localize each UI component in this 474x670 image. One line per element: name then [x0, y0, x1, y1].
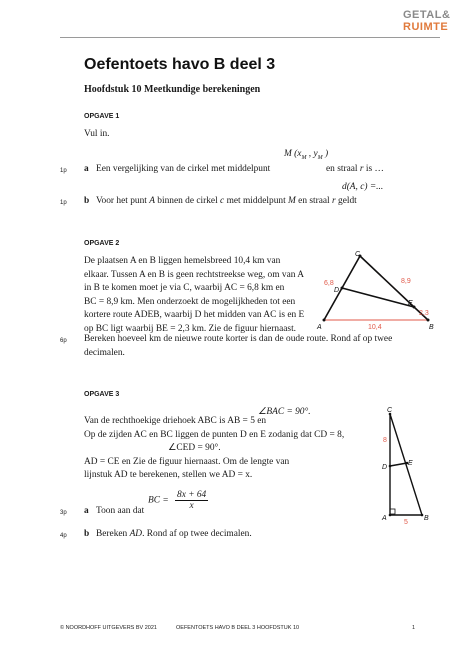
formula-denominator: x: [189, 501, 194, 511]
points-1b: 1p: [60, 200, 67, 206]
item-3a-label: a: [84, 506, 89, 516]
footer-page-number: 1: [412, 625, 416, 631]
opgave-1-heading: OPGAVE 1: [84, 113, 120, 120]
label-a-3: A: [382, 515, 387, 522]
distance-formula: d(A, c) =...: [342, 182, 384, 192]
formula-fraction: [175, 490, 208, 511]
triangle-figure-3: [380, 406, 434, 526]
label-c: C: [355, 251, 361, 258]
angle-bac: ∠BAC = 90°.: [258, 407, 311, 417]
item-3b-label: b: [84, 529, 90, 539]
label-a: A: [317, 324, 322, 331]
right-angle-a: [390, 509, 395, 514]
label-e: E: [408, 300, 413, 307]
label-c-3: C: [387, 407, 393, 414]
formula-bc: [148, 490, 208, 511]
points-2: 6p: [60, 338, 67, 344]
opgave-3-line: lijnstuk AD te berekenen, stellen we AD = x.: [84, 470, 253, 481]
opgave-2-heading: OPGAVE 2: [84, 240, 120, 247]
label-b: B: [429, 324, 434, 331]
opgave-2-question-line: decimalen.: [84, 347, 125, 358]
point-b-3: [421, 514, 424, 517]
length-be: 2,3: [419, 310, 429, 317]
points-3a: 3p: [60, 510, 67, 516]
opgave-2-line: De plaatsen A en B liggen hemelsbreed 10,4 km van: [84, 256, 281, 266]
item-1a-text-end: en straal r is …: [326, 164, 384, 174]
route-ad: [324, 288, 342, 320]
opgave-2-question-line: Bereken hoeveel km de nieuwe route korter is dan de oude route. Rond af op twee: [84, 334, 393, 344]
footer-title: OEFENTOETS HAVO B DEEL 3 HOOFDSTUK 10: [176, 625, 300, 631]
segment-dc: [342, 256, 360, 288]
page-title: Oefentoets havo B deel 3: [84, 56, 276, 73]
label-d: D: [334, 287, 340, 294]
point-e: [413, 306, 416, 309]
item-3a-text: Toon aan dat: [96, 506, 145, 516]
formula-bc-lhs: BC =: [148, 495, 169, 506]
item-1a-text: Een vergelijking van de cirkel met middelpunt: [96, 164, 271, 174]
point-d-3: [389, 465, 392, 468]
opgave-2-line: kortere route ADEB, waarbij D het midden van AC is en E: [84, 310, 305, 321]
label-d-3: D: [382, 464, 388, 471]
length-ab-3: 5: [404, 519, 408, 526]
opgave-2-line: BC = 8,9 km. Men onderzoekt de mogelijkheden tot een: [84, 296, 296, 307]
opgave-2-text: [84, 255, 314, 337]
center-formula: M ($x_M$ , $y_M$ ): [284, 149, 329, 161]
logo-ruimte: RUIMTE: [403, 21, 449, 33]
item-3b-text: Bereken AD. Rond af op twee decimalen.: [96, 529, 252, 539]
triangle-figure-2: [316, 250, 442, 332]
segment-de: [390, 463, 407, 466]
item-1a-label: a: [84, 164, 89, 174]
length-ac: 6,8: [324, 280, 334, 287]
opgave-3-line: AD = CE en Zie de figuur hiernaast. Om de lengte van: [84, 456, 290, 467]
points-3b: 4p: [60, 533, 67, 539]
opgave-2-line: op BC ligt waarbij BE = 2,3 km. Zie de figuur hiernaast.: [84, 323, 297, 334]
opgave-3-line: Op de zijden AC en BC liggen de punten D en E zodanig dat CD = 8,: [84, 429, 345, 440]
footer-copyright: © NOORDHOFF UITGEVERS BV 2021: [60, 625, 157, 631]
label-b-3: B: [424, 515, 429, 522]
triangle-abc-2: [324, 256, 428, 320]
point-d: [341, 287, 344, 290]
length-ab: 10,4: [368, 324, 382, 331]
point-b: [427, 319, 430, 322]
point-a-3: [389, 514, 392, 517]
item-1b-label: b: [84, 196, 90, 206]
length-cd: 8: [383, 437, 387, 444]
formula-numerator: 8x + 64: [177, 490, 207, 500]
opgave-3-heading: OPGAVE 3: [84, 391, 120, 398]
opgave-1-intro: Vul in.: [84, 129, 110, 139]
label-e-3: E: [408, 460, 413, 467]
opgave-2-question: [84, 333, 444, 360]
header-rule: [60, 37, 440, 38]
opgave-2-line: elkaar. Tussen A en B is geen rechtstreekse weg, om van A: [84, 269, 305, 280]
logo-getal: GETAL&: [403, 9, 451, 21]
opgave-2-line: in B te komen moet je via C, waarbij AC = 6,8 km en: [84, 283, 285, 294]
opgave-3-line: Van de rechthoekige driehoek ABC is AB = 5 en: [84, 416, 267, 426]
point-a: [323, 319, 326, 322]
length-bc: 8,9: [401, 278, 411, 285]
item-1b-text: Voor het punt A binnen de cirkel c met middelpunt M en straal r geldt: [96, 196, 357, 206]
opgave-3-text: [84, 415, 364, 483]
chapter-subtitle: Hoofdstuk 10 Meetkundige berekeningen: [84, 84, 261, 95]
points-1a: 1p: [60, 168, 67, 174]
opgave-3-line: ∠CED = 90°.: [168, 443, 221, 454]
